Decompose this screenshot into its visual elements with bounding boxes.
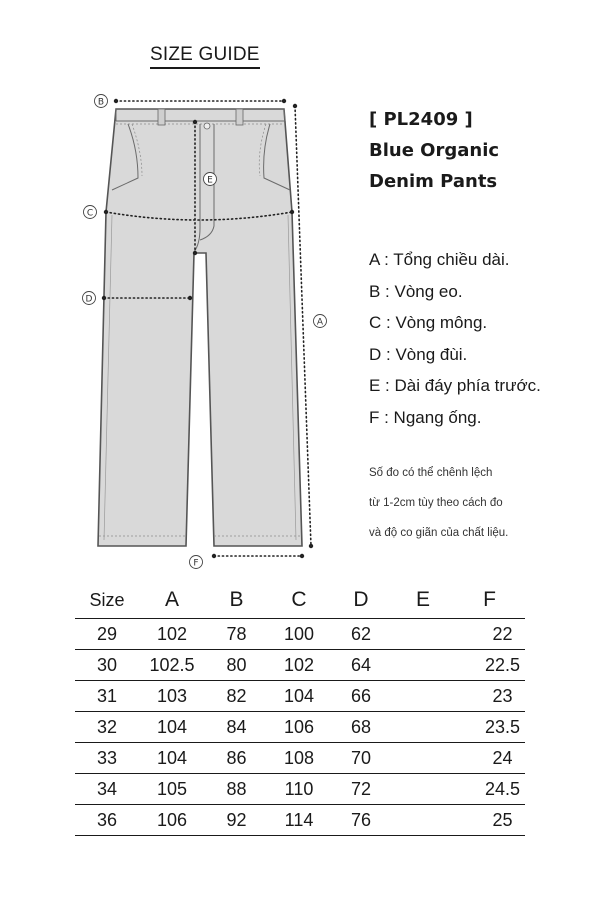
cell-d: 66 — [330, 681, 392, 712]
cell-size: 32 — [75, 712, 139, 743]
cell-c: 100 — [268, 619, 330, 650]
column-header-c: C — [291, 588, 307, 611]
label-e: E — [207, 175, 213, 186]
legend-item-c: C : Vòng mông. — [369, 313, 488, 333]
cell-size: 29 — [75, 619, 139, 650]
cell-e — [392, 774, 454, 805]
table-row — [75, 681, 525, 712]
table-row — [75, 619, 525, 650]
product-name-line2: Denim Pants — [369, 171, 498, 192]
cell-f: 25 — [454, 805, 525, 836]
cell-f: 24.5 — [454, 774, 525, 805]
measurement-note — [369, 458, 508, 548]
note-line: từ 1-2cm tùy theo cách đo — [369, 497, 503, 509]
cell-f: 23.5 — [454, 712, 525, 743]
product-info — [369, 104, 499, 197]
cell-b: 80 — [205, 650, 268, 681]
cell-e — [392, 650, 454, 681]
label-c: C — [86, 208, 94, 219]
column-header-f: F — [483, 588, 496, 611]
cell-size: 31 — [75, 681, 139, 712]
column-header-d: D — [353, 588, 369, 611]
cell-a: 105 — [139, 774, 205, 805]
cell-d: 62 — [330, 619, 392, 650]
cell-e — [392, 743, 454, 774]
cell-a: 106 — [139, 805, 205, 836]
note-line: và độ co giãn của chất liệu. — [369, 527, 509, 539]
table-row — [75, 805, 525, 836]
label-d: D — [85, 294, 93, 305]
cell-d: 68 — [330, 712, 392, 743]
cell-f: 24 — [454, 743, 525, 774]
cell-c: 110 — [268, 774, 330, 805]
table-row — [75, 743, 525, 774]
cell-e — [392, 619, 454, 650]
cell-size: 36 — [75, 805, 139, 836]
cell-size: 33 — [75, 743, 139, 774]
cell-c: 108 — [268, 743, 330, 774]
waist-button — [204, 123, 210, 129]
table-row — [75, 650, 525, 681]
legend-item-a: A : Tổng chiều dài. — [369, 250, 510, 269]
cell-b: 82 — [205, 681, 268, 712]
cell-c: 102 — [268, 650, 330, 681]
cell-a: 103 — [139, 681, 205, 712]
page-title: SIZE GUIDE — [150, 44, 260, 69]
legend-item-e: E : Dài đáy phía trước. — [369, 376, 541, 396]
measurement-legend — [369, 244, 541, 434]
column-header-b: B — [229, 588, 244, 611]
cell-b: 84 — [205, 712, 268, 743]
belt-loop — [236, 109, 243, 125]
belt-loop — [158, 109, 165, 125]
cell-c: 114 — [268, 805, 330, 836]
note-line: Số đo có thể chênh lệch — [369, 467, 493, 479]
cell-b: 88 — [205, 774, 268, 805]
product-name-line1: Blue Organic — [369, 140, 500, 161]
legend-item-b: B : Vòng eo. — [369, 281, 463, 301]
cell-f: 23 — [454, 681, 525, 712]
legend-item-f: F : Ngang ống. — [369, 407, 482, 427]
cell-b: 78 — [205, 619, 268, 650]
column-header-size: Size — [89, 589, 125, 610]
cell-b: 86 — [205, 743, 268, 774]
label-f: F — [193, 558, 199, 569]
size-table — [75, 582, 525, 836]
column-header-e: E — [415, 588, 430, 611]
cell-d: 76 — [330, 805, 392, 836]
legend-item-d: D : Vòng đùi. — [369, 344, 468, 364]
table-header-row — [75, 582, 525, 619]
cell-e — [392, 681, 454, 712]
cell-d: 64 — [330, 650, 392, 681]
column-header-a: A — [164, 588, 179, 611]
cell-b: 92 — [205, 805, 268, 836]
pants-illustration — [98, 109, 302, 546]
cell-d: 70 — [330, 743, 392, 774]
cell-e — [392, 805, 454, 836]
cell-size: 34 — [75, 774, 139, 805]
cell-a: 102.5 — [139, 650, 205, 681]
cell-e — [392, 712, 454, 743]
cell-f: 22.5 — [454, 650, 525, 681]
cell-a: 104 — [139, 712, 205, 743]
table-row — [75, 774, 525, 805]
cell-c: 106 — [268, 712, 330, 743]
product-code: [ PL2409 ] — [369, 109, 473, 130]
cell-c: 104 — [268, 681, 330, 712]
table-row — [75, 712, 525, 743]
cell-d: 72 — [330, 774, 392, 805]
cell-a: 102 — [139, 619, 205, 650]
label-b: B — [97, 97, 105, 108]
cell-a: 104 — [139, 743, 205, 774]
label-a: A — [316, 317, 324, 328]
cell-size: 30 — [75, 650, 139, 681]
cell-f: 22 — [454, 619, 525, 650]
